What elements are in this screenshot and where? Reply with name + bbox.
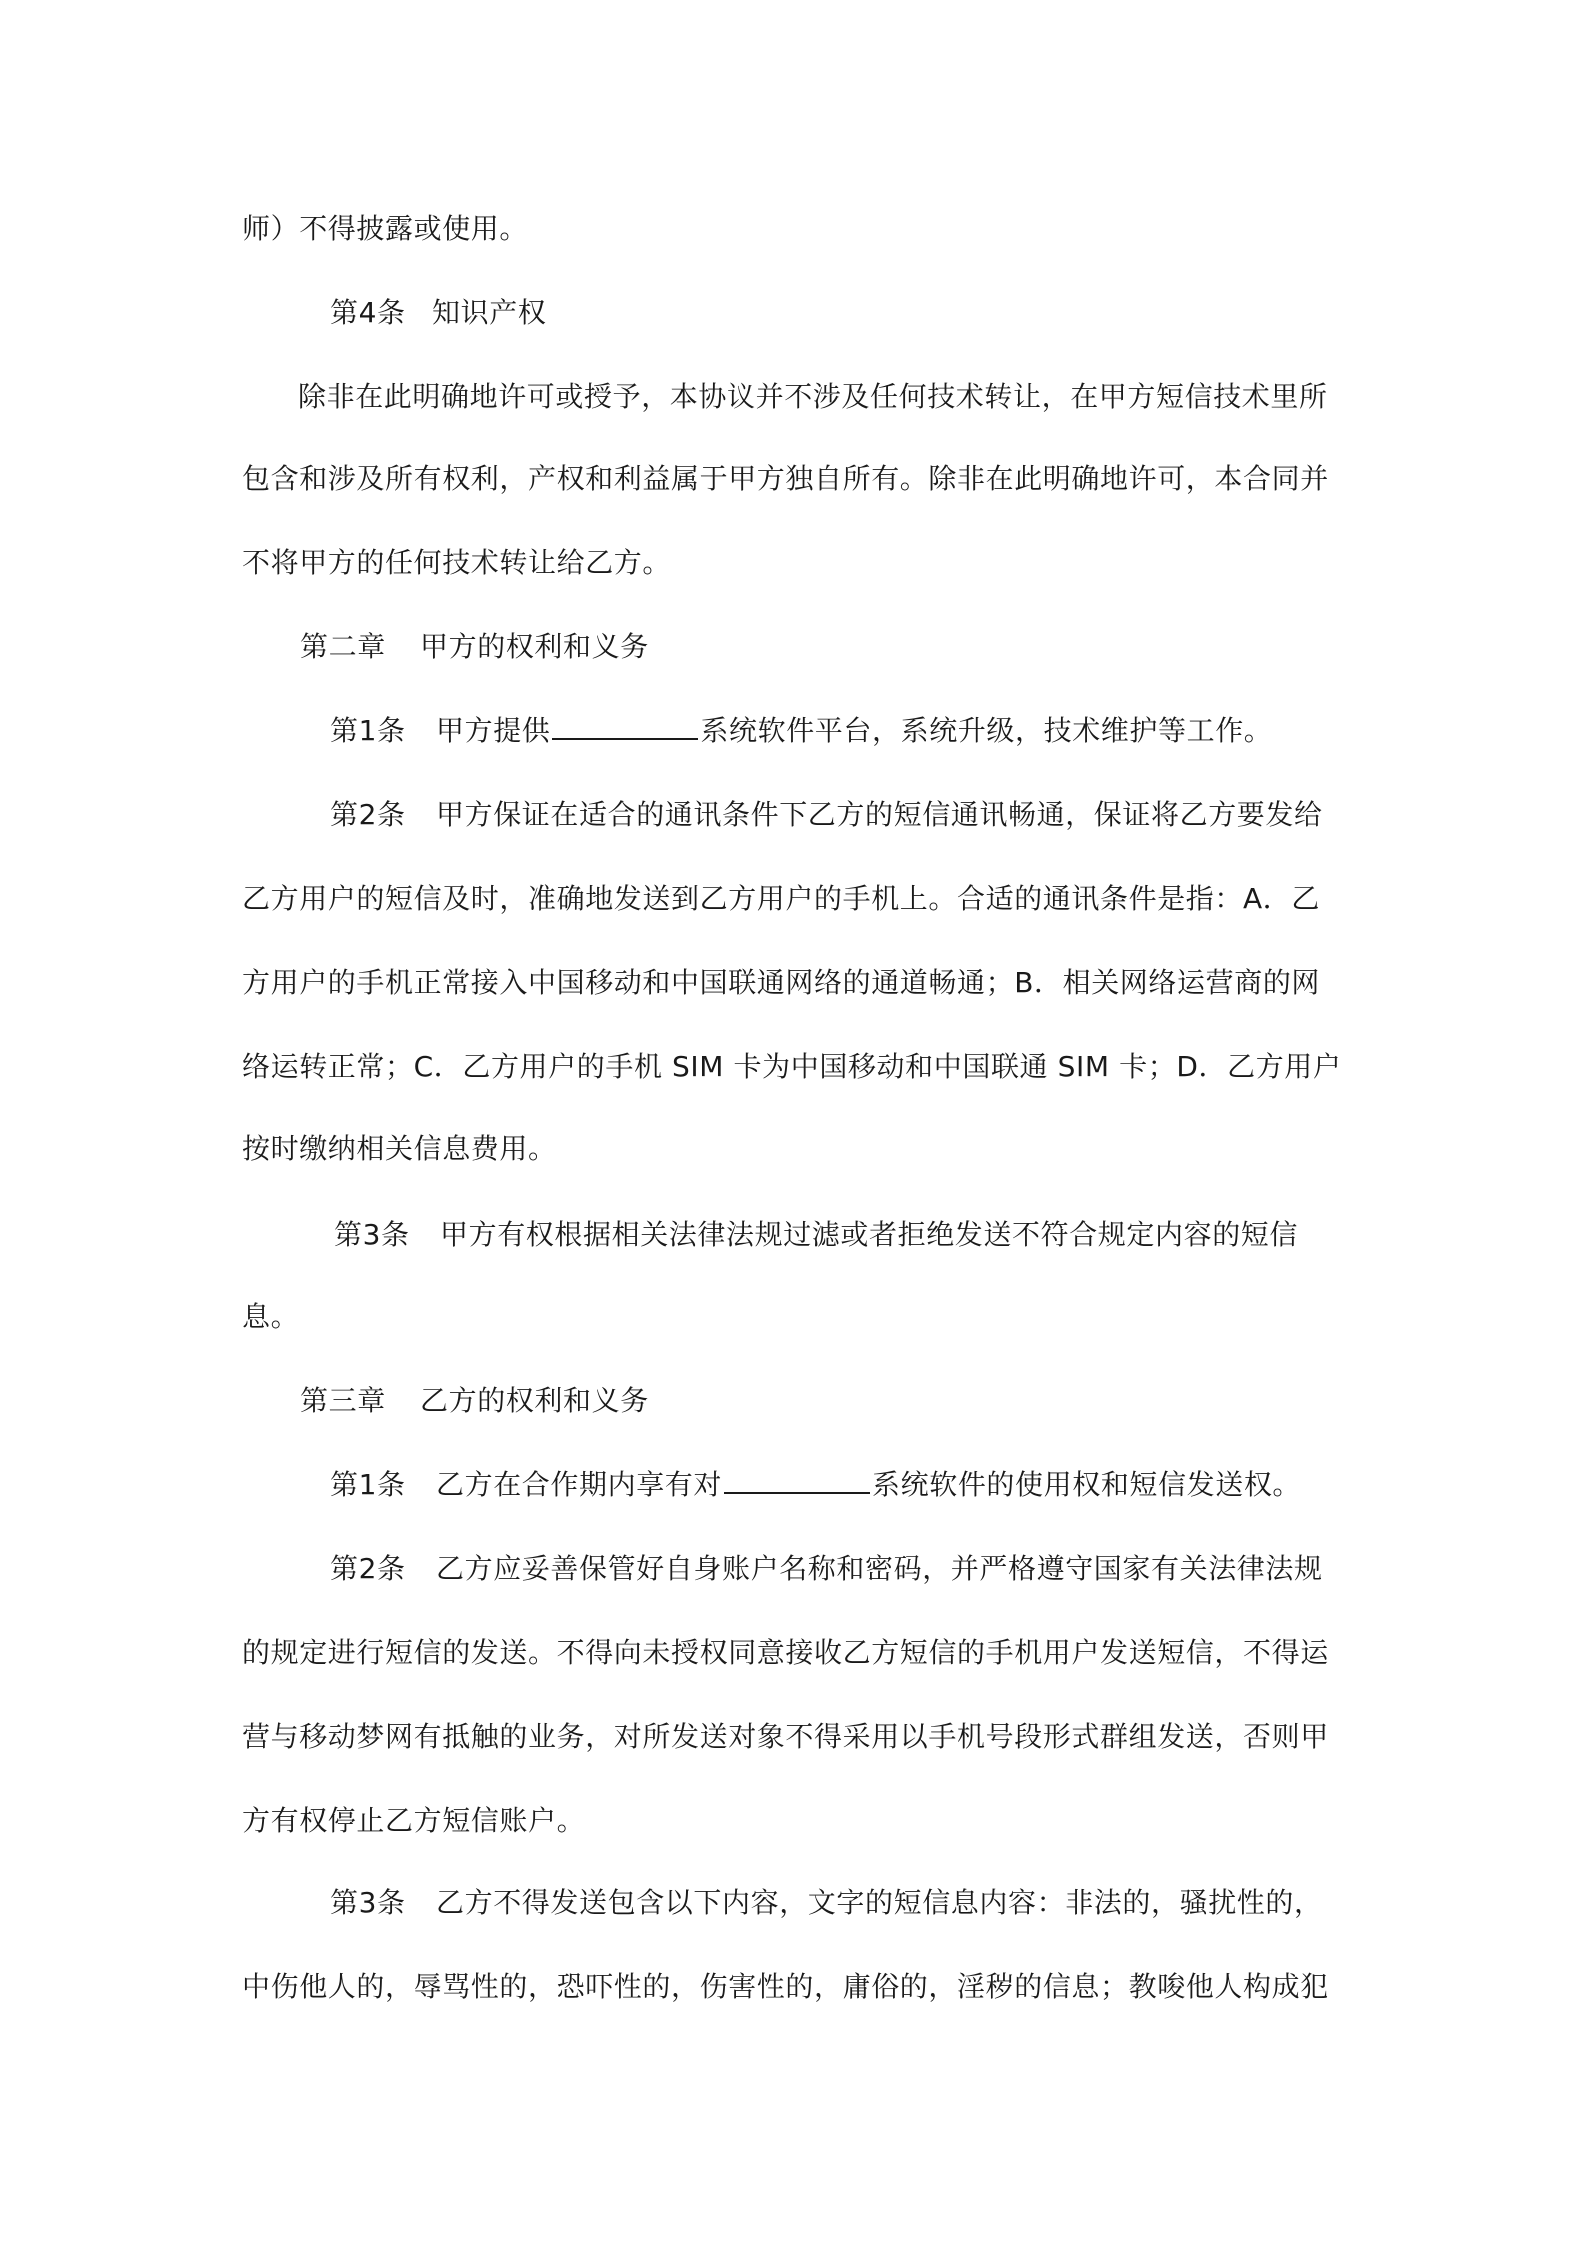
fill-in-blank — [552, 712, 698, 740]
paragraph-text: 除非在此明确地许可或授予，本协议并不涉及任何技术转让，在甲方短信技术里所 — [298, 380, 1328, 413]
chapter-number: 第二章 — [300, 630, 386, 663]
text-after-blank: 系统软件平台，系统升级，技术维护等工作。 — [700, 714, 1273, 747]
article-number: 第3条 — [330, 1886, 406, 1919]
chapter-number: 第三章 — [300, 1384, 386, 1417]
text-line — [0, 1712, 1586, 1762]
text-before-blank: 乙方在合作期内享有对 — [436, 1468, 723, 1501]
paragraph-text: 方用户的手机正常接入中国移动和中国联通网络的通道畅通；B．相关网络运营商的网 — [242, 966, 1321, 999]
fill-in-blank — [724, 1466, 870, 1494]
paragraph-text: 息。 — [242, 1300, 300, 1333]
article-number: 第1条 — [330, 1468, 406, 1501]
chapter-title: 甲方的权利和义务 — [420, 630, 649, 663]
text-line — [0, 958, 1586, 1008]
text-after-blank: 系统软件的使用权和短信发送权。 — [872, 1468, 1302, 1501]
paragraph-text: 乙方用户的短信及时，准确地发送到乙方用户的手机上。合适的通讯条件是指：A．乙 — [242, 882, 1320, 915]
chapter-title: 乙方的权利和义务 — [420, 1384, 649, 1417]
text-line — [0, 538, 1586, 588]
article-text: 乙方应妥善保管好自身账户名称和密码，并严格遵守国家有关法律法规 — [436, 1552, 1323, 1585]
article-text: 甲方保证在适合的通讯条件下乙方的短信通讯畅通，保证将乙方要发给 — [436, 798, 1323, 831]
paragraph-text: 包含和涉及所有权利，产权和利益属于甲方独自所有。除非在此明确地许可，本合同并 — [242, 462, 1329, 495]
paragraph-text: 不将甲方的任何技术转让给乙方。 — [242, 546, 672, 579]
article-line — [0, 1210, 1586, 1260]
article-text: 乙方不得发送包含以下内容，文字的短信息内容：非法的，骚扰性的， — [436, 1886, 1323, 1919]
text-line — [0, 204, 1586, 254]
paragraph-text: 方有权停止乙方短信账户。 — [242, 1804, 586, 1837]
chapter-heading — [0, 1376, 1586, 1426]
paragraph-text: 络运转正常；C．乙方用户的手机 SIM 卡为中国移动和中国联通 SIM 卡；D．乙方用户 — [242, 1050, 1342, 1083]
text-line — [0, 874, 1586, 924]
article-line — [0, 1544, 1586, 1594]
article-number: 第1条 — [330, 714, 406, 747]
article-line — [0, 790, 1586, 840]
article-text: 甲方有权根据相关法律法规过滤或者拒绝发送不符合规定内容的短信 — [440, 1218, 1299, 1251]
article-number: 第2条 — [330, 798, 406, 831]
text-line — [0, 1292, 1586, 1342]
article-number: 第2条 — [330, 1552, 406, 1585]
paragraph-text: 的规定进行短信的发送。不得向未授权同意接收乙方短信的手机用户发送短信，不得运 — [242, 1636, 1329, 1669]
section-heading — [0, 288, 1586, 338]
chapter-heading — [0, 622, 1586, 672]
paragraph-text: 中伤他人的，辱骂性的，恐吓性的，伤害性的，庸俗的，淫秽的信息；教唆他人构成犯 — [242, 1970, 1329, 2003]
text-before-blank: 甲方提供 — [436, 714, 551, 747]
text-line — [0, 1962, 1586, 2012]
article-line — [0, 1878, 1586, 1928]
text-line — [0, 1042, 1586, 1092]
article-text — [436, 1460, 1301, 1510]
article-text — [436, 706, 1272, 756]
paragraph-text: 师）不得披露或使用。 — [242, 212, 529, 245]
article-title: 知识产权 — [432, 296, 547, 329]
paragraph-text: 按时缴纳相关信息费用。 — [242, 1132, 557, 1165]
text-line — [0, 1628, 1586, 1678]
text-line — [0, 454, 1586, 504]
article-line — [0, 706, 1586, 756]
paragraph-text: 营与移动梦网有抵触的业务，对所发送对象不得采用以手机号段形式群组发送，否则甲 — [242, 1720, 1329, 1753]
text-line — [0, 1796, 1586, 1846]
text-line — [0, 372, 1586, 422]
article-line — [0, 1460, 1586, 1510]
article-number: 第4条 — [330, 296, 406, 329]
article-number: 第3条 — [334, 1218, 410, 1251]
text-line — [0, 1124, 1586, 1174]
